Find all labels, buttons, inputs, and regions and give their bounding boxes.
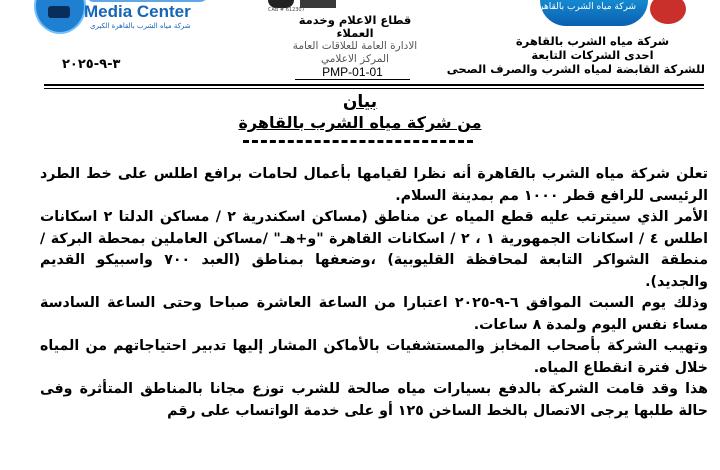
- company-header: [446, 34, 705, 76]
- title-dashed-divider: [243, 140, 473, 143]
- document-code: PMP-01-01: [322, 65, 383, 79]
- paragraph-affected-areas: الأمر الذي سيترتب عليه قطع المياه عن مناطق (مساكن اسكندرية ٢ / مساكن الدلتا ٢ اسكانات اطلس ٤ / اسكانات الجمهورية ١ ، ٢ / اسكانات القاهرة "و+هـ" /مساكن العاملين بمحطة البركة / منطقة الشواكر التابعة لمحافظة القليوبية) ،وضعفها بمناطق (العبد ٧٠٠ واسبيكو القديم والجديد).: [40, 209, 708, 290]
- company-affiliation: احدى الشركات التابعة: [531, 48, 654, 62]
- department-media-center: المركز الاعلامي: [321, 53, 389, 65]
- company-logo-text: شركة مياه الشرب بالقاهرة الكبرى: [506, 2, 636, 12]
- company-name: شركة مياه الشرب بالقاهرة: [515, 34, 670, 48]
- statement-body: [40, 164, 708, 422]
- media-center-subtitle: شركة مياه الشرب بالقاهرة الكبرى: [90, 22, 191, 30]
- paragraph-advisory: وتهيب الشركة بأصحاب المخابز والمستشفيات بالأماكن المشار إليها تدبير احتياجاتهم من المياه خلال فترة انقطاع المياه.: [40, 338, 708, 376]
- header-divider-thin: [44, 88, 704, 89]
- department-administration: الادارة العامة للعلاقات العامة: [292, 40, 418, 52]
- certification-text: CAB # 612307: [268, 7, 305, 13]
- department-sector: قطاع الاعلام وخدمة العملاء: [298, 13, 412, 40]
- certification-mark-icon: [300, 0, 336, 8]
- paragraph-schedule: وذلك يوم السبت الموافق ٦-٩-٢٠٢٥ اعتبارا من الساعة العاشرة صباحا وحتى الساعة السادسة مساء نفس اليوم ولمدة ٨ ساعات.: [40, 295, 708, 333]
- release-date: ٣-٩-٢٠٢٥: [62, 57, 121, 72]
- statement-subtitle: من شركة مياه الشرب بالقاهرة: [238, 113, 482, 132]
- paragraph-announcement: تعلن شركة مياه الشرب بالقاهرة أنه نظرا لقيامها بأعمال لحامات برافع اطلس على خط الطرد الرئيسى للرافع قطر ١٠٠٠ مم بمدينة السلام.: [40, 166, 708, 204]
- media-center-emblem-icon: [34, 0, 86, 34]
- statement-title: بيان: [342, 92, 378, 112]
- document-code-underline: [295, 79, 410, 80]
- certification-badges: [268, 0, 368, 14]
- media-center-logo: [34, 0, 191, 30]
- paragraph-water-trucks: هذا وقد قامت الشركة بالدفع بسيارات مياه صالحة للشرب توزع مجانا بالمناطق المتأثرة وفى حالة طلبها يرجى الاتصال بالخط الساخن ١٢٥ أو على خدمة الواتساب على رقم: [40, 381, 708, 419]
- header-divider: [44, 84, 704, 86]
- holding-company: للشركة القابضة لمياه الشرب والصرف الصحى: [446, 62, 705, 76]
- media-center-title: Media Center: [84, 2, 191, 21]
- company-emblem-icon: [650, 0, 686, 24]
- department-header: [280, 14, 430, 66]
